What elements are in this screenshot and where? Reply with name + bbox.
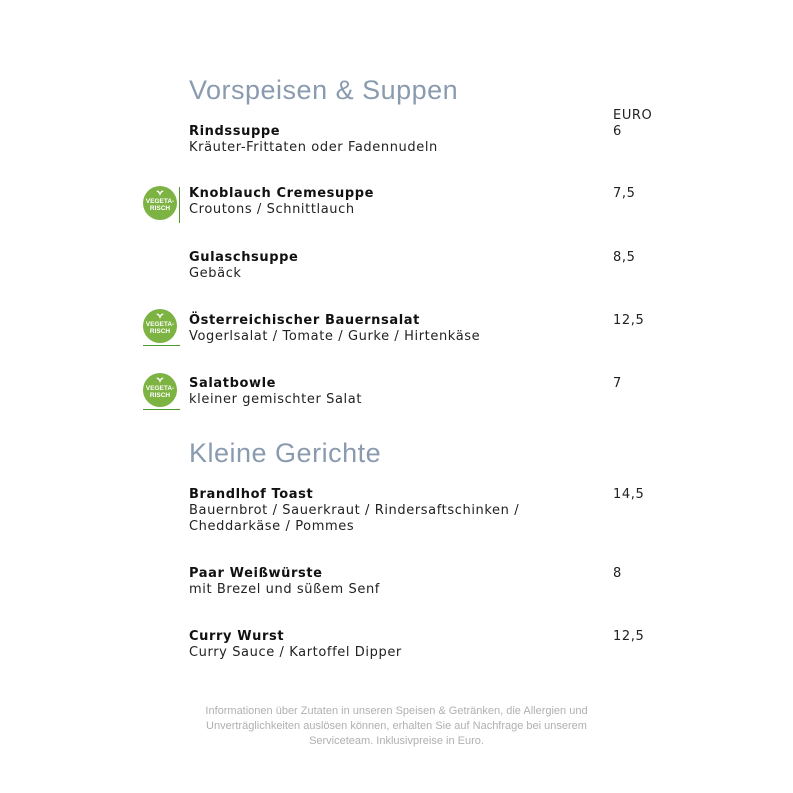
badge-divider <box>179 187 180 223</box>
leaf-icon <box>155 189 165 197</box>
badge-label-line1: VEGETA- <box>145 321 175 328</box>
item-description: Curry Sauce / Kartoffel Dipper <box>189 645 402 660</box>
item-description: Vogerlsalat / Tomate / Gurke / Hirtenkäse <box>189 329 481 344</box>
menu-item <box>189 487 659 535</box>
vegetarian-badge <box>142 185 180 223</box>
item-description: Gebäck <box>189 266 242 281</box>
item-price: 7 <box>613 376 622 391</box>
item-name: Salatbowle <box>189 376 277 391</box>
badge-label-line2: RISCH <box>149 392 171 399</box>
badge-label <box>142 321 178 335</box>
item-description: Kräuter-Frittaten oder Fadennudeln <box>189 140 438 155</box>
leaf-icon <box>155 312 165 320</box>
item-name: Brandlhof Toast <box>189 487 314 502</box>
currency-label: EURO <box>613 108 653 123</box>
item-name: Rindssuppe <box>189 124 281 139</box>
item-name: Curry Wurst <box>189 629 285 644</box>
badge-underline <box>143 345 180 346</box>
item-price: 6 <box>613 124 622 139</box>
item-description: Croutons / Schnittlauch <box>189 202 355 217</box>
item-name: Österreichischer Bauernsalat <box>189 313 420 328</box>
item-name: Knoblauch Cremesuppe <box>189 186 375 201</box>
badge-label-line1: VEGETA- <box>145 198 175 205</box>
menu-item <box>189 186 659 218</box>
vegetarian-badge <box>142 308 180 346</box>
menu-item <box>189 124 659 156</box>
section-title-kleine-gerichte: Kleine Gerichte <box>189 438 382 468</box>
section-title-vorspeisen: Vorspeisen & Suppen <box>189 75 459 105</box>
item-description: mit Brezel und süßem Senf <box>189 582 380 597</box>
item-price: 12,5 <box>613 313 645 328</box>
item-price: 8 <box>613 566 622 581</box>
leaf-icon <box>155 376 165 384</box>
menu-item <box>189 629 659 661</box>
item-description: kleiner gemischter Salat <box>189 392 363 407</box>
item-price: 8,5 <box>613 250 636 265</box>
menu-item <box>189 313 659 345</box>
badge-label-line2: RISCH <box>149 328 171 335</box>
item-name: Gulaschsuppe <box>189 250 299 265</box>
item-price: 14,5 <box>613 487 645 502</box>
badge-label-line2: RISCH <box>149 205 171 212</box>
menu-item <box>189 376 659 408</box>
menu-item <box>189 250 659 282</box>
vegetarian-badge <box>142 372 180 410</box>
badge-label-line1: VEGETA- <box>145 385 175 392</box>
badge-label <box>142 198 178 212</box>
item-description: Bauernbrot / Sauerkraut / Rindersaftschinken / Cheddarkäse / Pommes <box>189 503 520 534</box>
allergen-footer-note: Informationen über Zutaten in unseren Speisen & Getränken, die Allergien und Unverträglichkeiten auslösen können, erhalten Sie auf Nachfrage bei unserem Serviceteam. Inklusivpreise in Euro. <box>205 705 588 747</box>
item-price: 7,5 <box>613 186 636 201</box>
badge-underline <box>143 409 180 410</box>
item-price: 12,5 <box>613 629 645 644</box>
item-name: Paar Weißwürste <box>189 566 323 581</box>
menu-item <box>189 566 659 598</box>
badge-label <box>142 385 178 399</box>
